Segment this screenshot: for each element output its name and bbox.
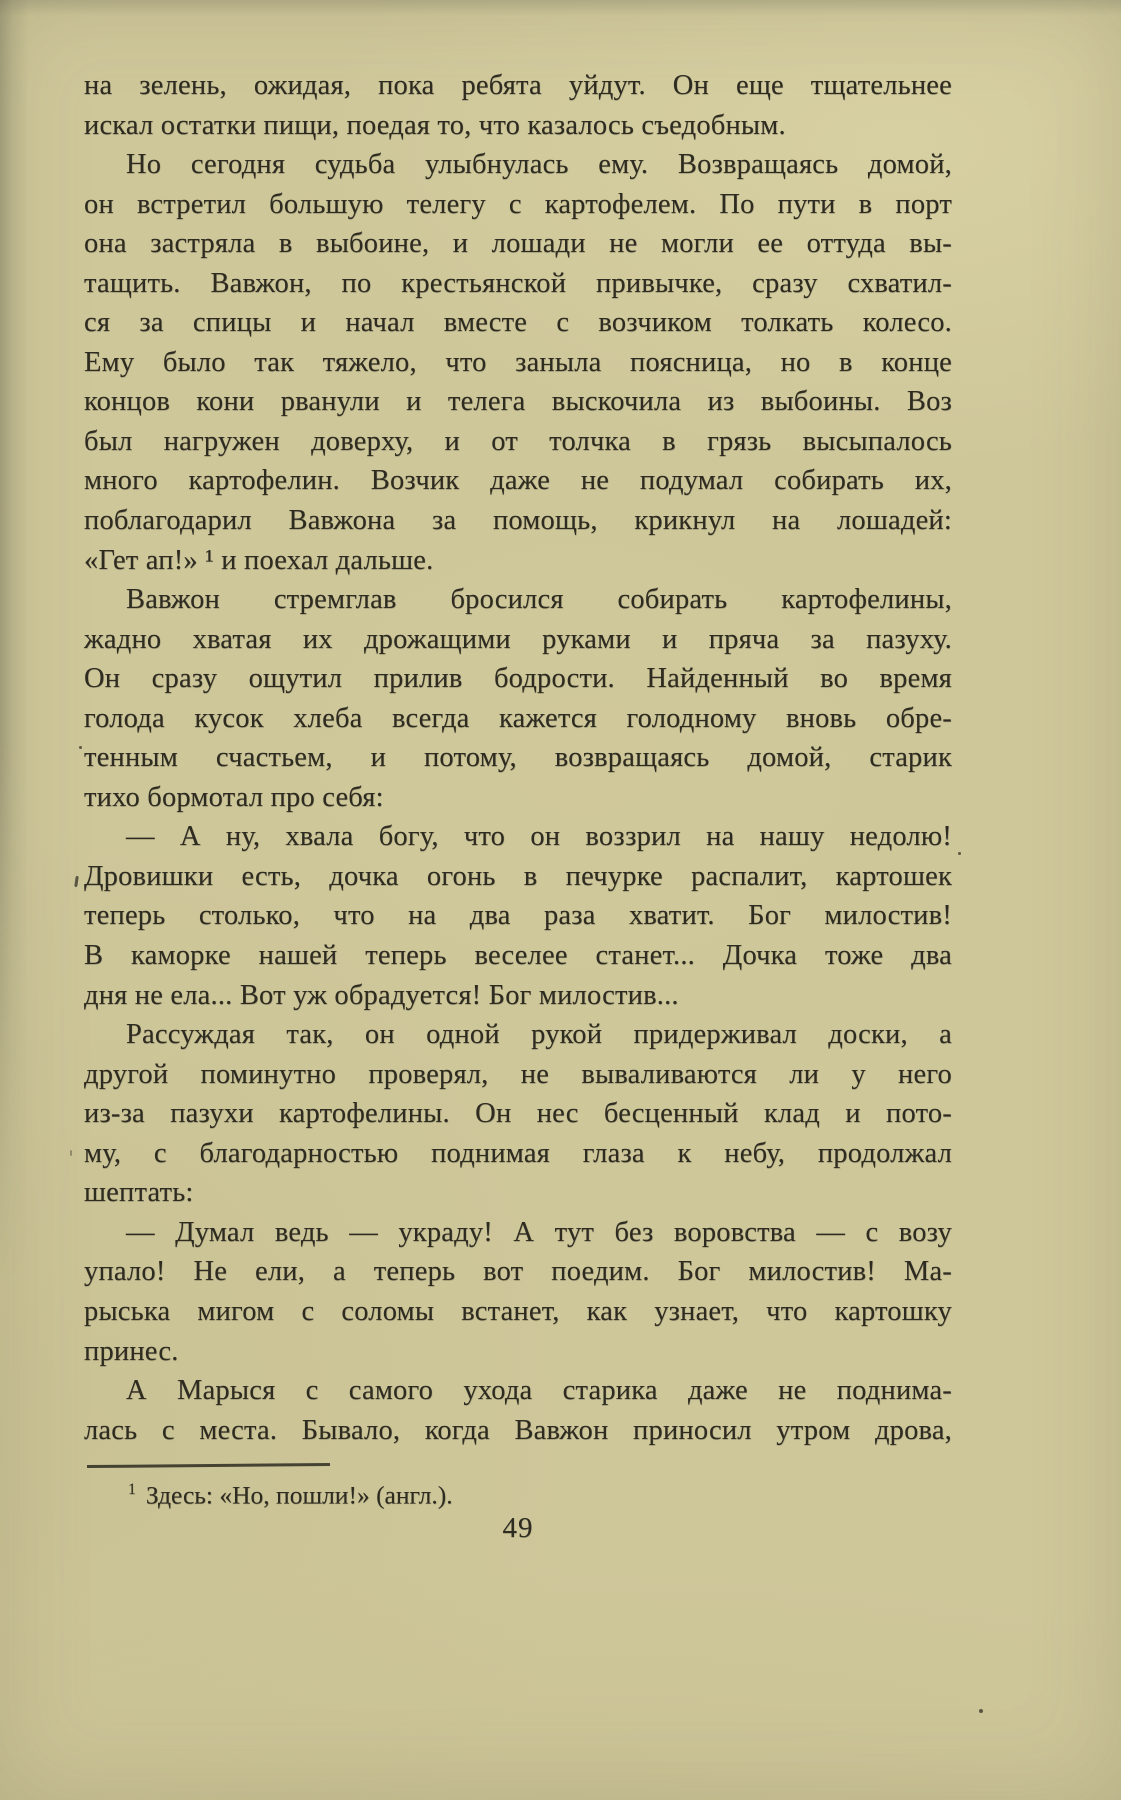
- page-number: 49: [502, 1512, 534, 1544]
- scan-edge-shadow-left: [0, 0, 28, 1350]
- scan-edge-shadow-top: [0, 0, 1121, 16]
- text-line: В каморке нашей теперь веселее станет... Дочка тоже два: [84, 940, 952, 972]
- text-block: [84, 66, 952, 1450]
- ink-speck: [79, 746, 82, 749]
- text-line: был нагружен доверху, и от толчка в грязь высыпалось: [84, 425, 952, 457]
- text-line: искал остатки пищи, поедая то, что казалось съедобным.: [84, 109, 786, 141]
- text-line: тенным счастьем, и потому, возвращаясь домой, старик: [84, 742, 952, 774]
- text-line: Но сегодня судьба улыбнулась ему. Возвращаясь домой,: [126, 149, 952, 181]
- text-line: на зелень, ожидая, пока ребята уйдут. Он еще тщательнее: [84, 70, 952, 101]
- text-line: дня не ела... Вот уж обрадуется! Бог милостив...: [84, 979, 679, 1011]
- footnote: [84, 1473, 952, 1513]
- text-line: тащить. Вавжон, по крестьянской привычке, сразу схватил-: [84, 267, 952, 299]
- text-line: теперь столько, что на два раза хватит. Бог милостив!: [84, 900, 952, 932]
- text-line: принес.: [84, 1335, 179, 1367]
- ink-speck: [979, 1709, 983, 1713]
- text-line: рыська мигом с соломы встанет, как узнает, что картошку: [84, 1295, 952, 1327]
- footnote-text: Здесь: «Но, пошли!» (англ.).: [145, 1480, 453, 1510]
- text-line: Вавжон стремглав бросился собирать картофелины,: [126, 584, 952, 616]
- text-line: Дровишки есть, дочка огонь в печурке распалит, картошек: [84, 860, 952, 892]
- text-line: му, с благодарностью поднимая глаза к небу, продолжал: [84, 1137, 952, 1169]
- text-line: — Думал ведь — украду! А тут без воровства — с возу: [126, 1216, 952, 1248]
- footnote-marker: 1: [128, 1481, 136, 1498]
- text-line: тихо бормотал про себя:: [84, 781, 384, 813]
- text-line: Рассуждая так, он одной рукой придерживал доски, а: [126, 1019, 952, 1051]
- text-line: он встретил большую телегу с картофелем. По пути в порт: [84, 188, 952, 220]
- text-line: ся за спицы и начал вместе с возчиком толкать колесо.: [84, 307, 952, 339]
- text-line: Он сразу ощутил прилив бодрости. Найденный во время: [84, 663, 952, 695]
- text-line: голода кусок хлеба всегда кажется голодному вновь обре-: [84, 702, 952, 734]
- text-line: упало! Не ели, а теперь вот поедим. Бог милостив! Ма-: [84, 1256, 952, 1288]
- text-line: Ему было так тяжело, что заныла поясница, но в конце: [84, 346, 952, 378]
- text-line: из-за пазухи картофелины. Он нес бесценный клад и пото-: [84, 1098, 952, 1130]
- text-line: жадно хватая их дрожащими руками и пряча за пазуху.: [84, 623, 952, 655]
- text-line: много картофелин. Возчик даже не подумал собирать их,: [84, 465, 952, 497]
- text-line: А Марыся с самого ухода старика даже не поднима-: [126, 1375, 952, 1407]
- text-line: другой поминутно проверял, не вываливаются ли у него: [84, 1058, 952, 1090]
- text-line: концов кони рванули и телега выскочила из выбоины. Воз: [84, 386, 952, 418]
- ink-speck: [70, 1150, 72, 1156]
- ink-speck: [958, 852, 961, 855]
- text-line: «Гет ап!» ¹ и поехал дальше.: [84, 544, 434, 576]
- text-line: она застряла в выбоине, и лошади не могли ее оттуда вы-: [84, 228, 952, 260]
- text-line: поблагодарил Вавжона за помощь, крикнул на лошадей:: [84, 505, 952, 537]
- footnote-divider: [87, 1463, 330, 1468]
- text-line: лась с места. Бывало, когда Вавжон приносил утром дрова,: [84, 1414, 952, 1446]
- text-line: — А ну, хвала богу, что он воззрил на нашу недолю!: [126, 821, 952, 853]
- ink-speck: [74, 876, 79, 887]
- text-line: шептать:: [84, 1177, 194, 1209]
